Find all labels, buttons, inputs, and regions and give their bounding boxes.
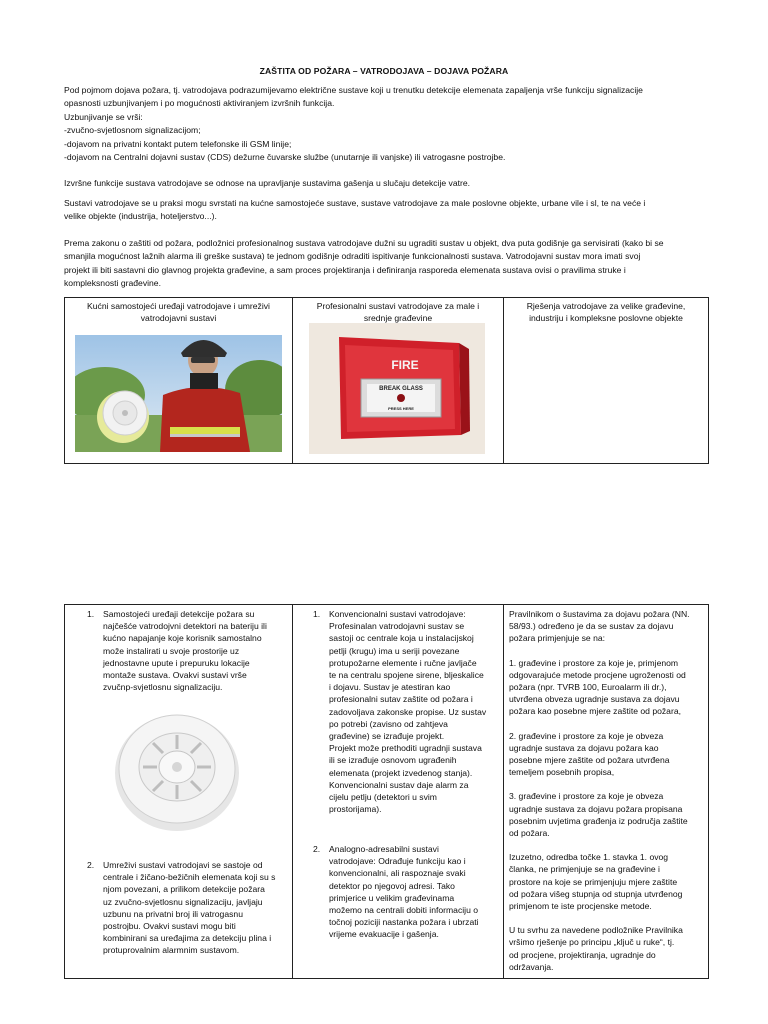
intro-paragraph <box>64 84 704 164</box>
text-line: Profesinalan vatrodojavni sustav se <box>329 621 465 632</box>
text-line: ugradnje sustava za dojavu požara kao <box>509 742 659 753</box>
text-line: cijelu petlju (detektori u svim <box>329 792 437 803</box>
category-home-header <box>65 298 292 324</box>
text-line: odgovarajuće metode procjene ugroženosti od <box>509 669 686 680</box>
list-number: 2. <box>87 860 95 870</box>
text-line: i dojavu. Sustav je atestiran kao <box>329 682 451 693</box>
text-line: kompleksnosti građevine. <box>64 278 161 289</box>
text-line: protuprovalnim alarmnim sustavom. <box>103 945 240 956</box>
text-line: postrojbu. Ovakvi sustavi mogu biti <box>103 921 236 932</box>
text-line: -dojavom na privatni kontakt putem telefonske ili GSM linije; <box>64 138 292 149</box>
text-line: od procjene, projektiranja, ugradnje do <box>509 949 656 960</box>
addressable-systems-text <box>329 843 479 941</box>
text-line: Umreživi sustavi vatrodojavi se sastoje od <box>103 860 263 870</box>
text-line: utvrđena obveza ugradnje sustava za dojavu <box>509 694 680 705</box>
text-line: -zvučno-svjetlosnom signalizacijom; <box>64 125 201 136</box>
details-professional-cell <box>293 605 504 979</box>
standalone-devices-text <box>103 608 267 693</box>
text-line: najčešće vatrodojvni detektori na bateriju ili <box>103 621 267 632</box>
text-line: požara (npr. TVRB 100, Euroalarm ili dr.), <box>509 682 667 693</box>
fire-alarm-photo <box>309 323 485 454</box>
header-line: Rješenja vatrodojave za velike građevine, <box>526 301 686 311</box>
text-line: Pod pojmom dojava požara, tj. vatrodojava podrazumijevamo električne sustave koji u trenutku detekcije elemenata zapaljenja vrše funkciju signalizacije <box>64 85 643 95</box>
text-line: Izuzetno, odredba točke 1. stavka 1. ovog <box>509 852 669 863</box>
text-line: projekt ili biti sastavni dio glavnog projekta građevine, a sam proces projektiranja i definiranja rasporeda elemenata sustava ovisi o pravilima struke i <box>64 264 626 275</box>
category-professional-cell <box>293 298 504 464</box>
text-line: primjerice u velikim građevinama <box>329 892 455 903</box>
text-line: temeljem posebnih propisa, <box>509 767 615 778</box>
header-line: industriju i kompleksne poslovne objekte <box>529 313 683 323</box>
text-line: detektor po njegovoj adresi. Tako <box>329 880 455 891</box>
text-line: od požara višeg stupnja od stupnja utvrđenog <box>509 888 683 899</box>
text-line: članka, ne primjenjuje se na građevine i <box>509 864 660 875</box>
category-professional-header <box>293 298 503 324</box>
category-large-header <box>504 298 708 324</box>
list-number: 1. <box>313 609 321 619</box>
text-line: održavanja. <box>509 961 554 972</box>
text-line: zadovoljava zakonske propise. Uz sustav <box>329 706 487 717</box>
page-title: ZAŠTITA OD POŽARA – VATRODOJAVA – DOJAVA POŽARA <box>259 66 509 76</box>
category-home-cell <box>65 298 293 464</box>
text-line: centrale i žičano-bežičnih elemenata koji su s <box>103 872 276 883</box>
spacer <box>509 912 690 924</box>
break-glass-label: BREAK GLASS <box>379 386 423 392</box>
text-line: uz zvučno-svjetlosnu signalizaciju, javljaju <box>103 896 263 907</box>
text-line: elemenata (projekt izvedenog stanja). <box>329 767 473 778</box>
text-line: 1. građevine i prostore za koje je, primjenom <box>509 657 679 668</box>
smoke-detector-photo <box>111 705 243 835</box>
text-line: Konvencionalni sustav daje alarm za <box>329 779 469 790</box>
header-line: vatrodojavni sustavi <box>140 313 217 323</box>
details-home-cell <box>65 605 293 979</box>
text-line: možemo na centrali dobiti informaciju o <box>329 905 479 916</box>
text-line: Konvencionalni sustavi vatrodojave: <box>329 609 466 619</box>
text-line: vrijeme evakuacije i gašenja. <box>329 929 439 940</box>
text-line: njom povezani, a prilikom detekcije požara <box>103 884 265 895</box>
text-line: Pravilnikom o šustavima za dojavu požara (NN. <box>509 609 690 619</box>
header-line: Profesionalni sustavi vatrodojave za male i <box>316 301 480 311</box>
text-line: vršimo rješenje po principu „ključ u ruke“, tj. <box>509 937 675 948</box>
text-line: prostorijama). <box>329 804 382 815</box>
text-line: profesionalni sutav zaštite od požara i <box>329 694 473 705</box>
spacer <box>509 718 690 730</box>
regulation-text <box>509 608 690 973</box>
firefighter-photo <box>75 335 282 452</box>
text-line: montaže sustava. Ovakvi sustavi vrše <box>103 670 247 681</box>
text-line: uzbunu na privatni broj ili vatrogasnu <box>103 908 243 919</box>
press-here-label: PRESS HERE <box>388 406 414 411</box>
text-line: petlji (krugu) ima u seriji povezane <box>329 645 460 656</box>
text-line: točnoj poziciji nastanka požara i ubrzati <box>329 917 479 928</box>
text-line: protupožarne elemente i ručne javljače <box>329 657 477 668</box>
list-number: 1. <box>87 609 95 619</box>
text-line: kombinirani sa uređajima za detekciju plina i <box>103 933 272 944</box>
details-regulation-cell <box>504 605 709 979</box>
text-line: jednostavne upute i prepuruku lokacije <box>103 657 250 668</box>
text-line: 58/93.) određeno je da se sustav za dojavu <box>509 621 674 632</box>
spacer <box>509 839 690 851</box>
category-table <box>64 297 709 464</box>
list-number: 2. <box>313 844 321 854</box>
executive-functions-paragraph <box>64 177 704 190</box>
text-line: konvencionalni, ali raspoznaje svaki <box>329 868 466 879</box>
text-line: zvučnp-svjetlosnu signalizaciju. <box>103 682 223 693</box>
text-line: kućno napajanje koje korisnik samostalno <box>103 633 262 644</box>
header-line: Kućni samostojeći uređaji vatrodojave i umreživi <box>87 301 270 311</box>
fire-label: FIRE <box>391 358 419 372</box>
text-line: posebne mjere zaštite od požara utvrđena <box>509 755 670 766</box>
text-line: -dojavom na Centralni dojavni sustav (CDS) dežurne čuvarske službe (unutarnje ili vanjske) ili vatrogasne postrojbe. <box>64 152 506 163</box>
text-line: 3. građevine i prostore za koje je obveza <box>509 791 664 802</box>
spacer <box>509 645 690 657</box>
text-line: Sustavi vatrodojave se u praksi mogu svrstati na kućne samostojeće sustave, sustave vatrodojave za male poslovne objekte, urbane vile i sl, te na veće i <box>64 198 646 208</box>
category-large-cell <box>504 298 709 464</box>
text-line: požara kao posebne mjere zaštite od požara, <box>509 706 681 717</box>
text-line: Izvršne funkcije sustava vatrodojave se odnose na upravljanje sustavima gašenja u slučaju detekcije vatre. <box>64 178 471 188</box>
text-line: te na centralu spojene sirene, bljeskalice <box>329 670 484 681</box>
networked-systems-text <box>103 859 275 957</box>
details-table <box>64 604 709 979</box>
text-line: sastoji oc centrale koja u instalacijskoj <box>329 633 474 644</box>
text-line: opasnosti uzbunjivanjem i po mogućnosti aktiviranjem izvršnih funkcija. <box>64 98 335 109</box>
text-line: po potrebi (zavisno od zahtjeva <box>329 718 448 729</box>
text-line: požara primjenjuje se na: <box>509 633 606 644</box>
text-line: 2. građevine i prostore za koje je obveza <box>509 730 664 741</box>
text-line: Projekt može prethoditi ugradnji sustava <box>329 743 482 754</box>
text-line: U tu svrhu za navedene podložnike Pravilnika <box>509 925 683 936</box>
text-line: ili se izrađuje osnovom ugrađenih <box>329 755 457 766</box>
text-line: ugradnje sustava za dojavu požara propisana <box>509 803 683 814</box>
text-line: posebnim uvjetima građenja iz područja zaštite <box>509 815 688 826</box>
text-line: prostore na koje se primjenjuju mjere zaštite <box>509 876 678 887</box>
text-line: može instalirati u svoje prostorije uz <box>103 645 240 656</box>
text-line: Samostojeći uređaji detekcije požara su <box>103 609 255 619</box>
text-line: smanjila mogućnost lažnih alarma ili greške sustava) te jednom godišnje odraditi ispitivanje funkcionalnosti sustava. Vatrodojavni sustav mora imati svoj <box>64 251 641 262</box>
text-line: primjenom te iste procjenske metode. <box>509 901 652 912</box>
text-line: velike objekte (industrija, hoteljerstvo...). <box>64 211 217 222</box>
spacer <box>509 778 690 790</box>
classification-paragraph <box>64 197 704 224</box>
text-line: Analogno-adresabilni sustavi <box>329 844 439 854</box>
text-line: građevine) se izrađuje projekt. <box>329 731 445 742</box>
conventional-systems-text <box>329 608 486 815</box>
text-line: Prema zakonu o zaštiti od požara, podložnici profesionalnog sustava vatrodojave dužni su ugraditi sustav u objekt, dva puta godišnje ga servisirati (kako bi se <box>64 238 664 248</box>
text-line: Uzbunjivanje se vrši: <box>64 111 143 122</box>
text-line: od požara. <box>509 828 550 839</box>
text-line: vatrodojave: Odrađuje funkciju kao i <box>329 856 466 867</box>
law-paragraph <box>64 237 704 291</box>
header-line: srednje građevine <box>363 313 433 323</box>
